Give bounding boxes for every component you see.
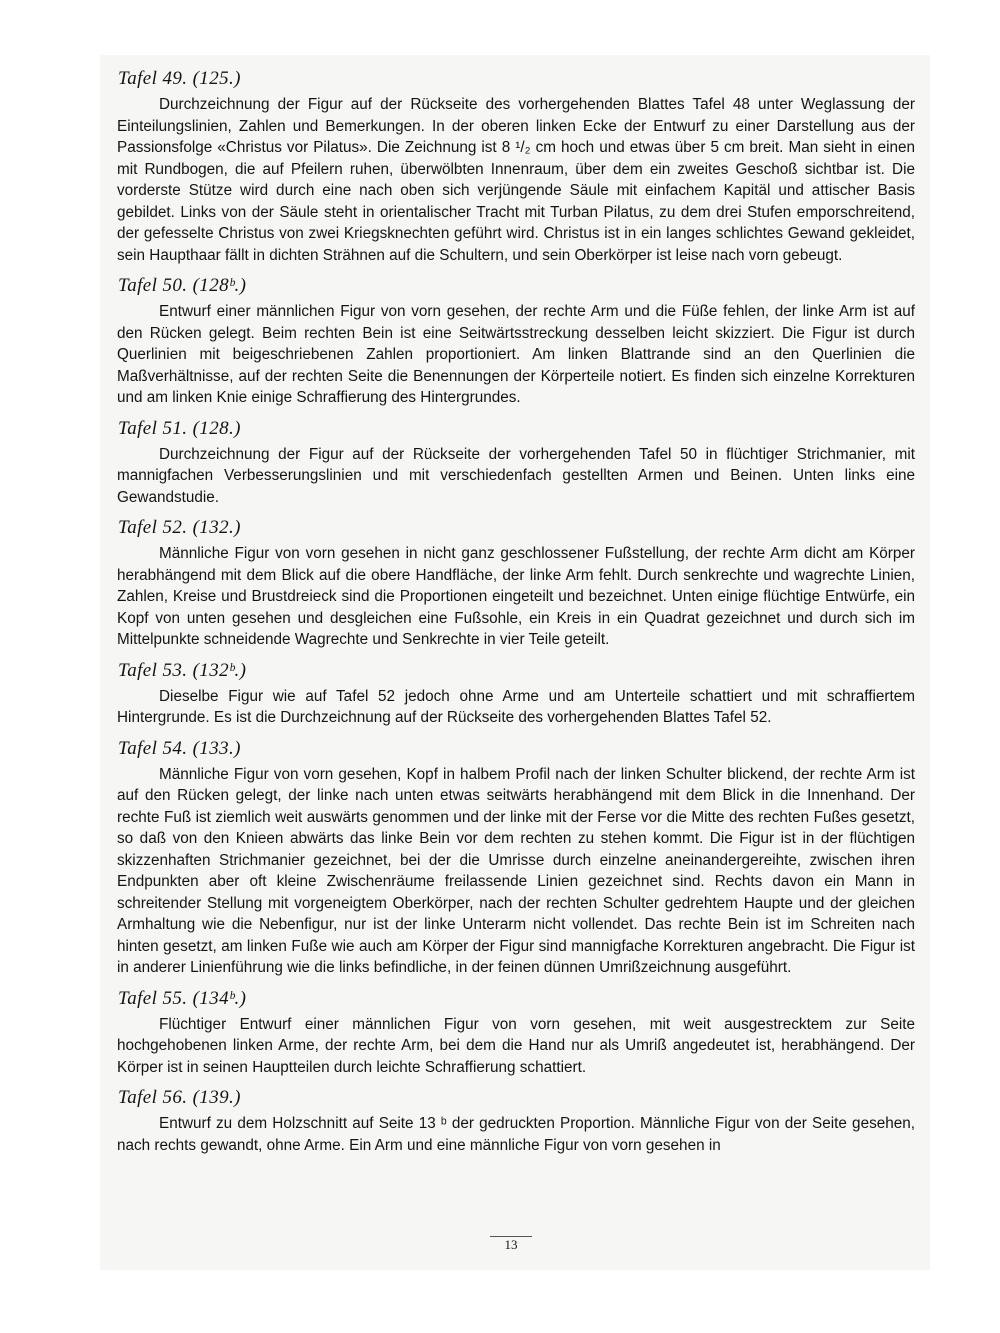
entry-body: Durchzeichnung der Figur auf der Rückseite des vorhergehenden Blattes Tafel 48 unter Weglassung der Einteilungslinien, Zahlen und Bemerkungen. In der oberen linken Ecke der Entwurf zu einer Darstellung aus der Passionsfolge «Christus vor Pilatus». Die Zeichnung ist 8 ¹/₂ cm hoch und etwas über 5 cm breit. Man sieht in einen mit Rundbogen, die auf Pfeilern ruhen, überwölbten Innenraum, über dem ein zweites Geschoß sichtbar ist. Die vorderste Stütze wird durch eine nach oben sich verjüngende Säule mit einfachem Kapitäl und attischer Basis gebildet. Links von der Säule steht in orientalischer Tracht mit Turban Pilatus, zu dem drei Stufen emporschreitend, der gefesselte Christus von zwei Kriegsknechten geführt wird. Christus ist in ein langes schlichtes Gewand gekleidet, sein Haupthaar fällt in dichten Strähnen auf die Schultern, und sein Oberkörper ist leise nach vorn gebeugt. [117, 96, 915, 264]
entry-body: Entwurf zu dem Holzschnitt auf Seite 13 ᵇ der gedruckten Proportion. Männliche Figur von der Seite gesehen, nach rechts gewandt, ohne Arme. Ein Arm und eine männliche Figur von vorn gesehen in [117, 1115, 915, 1154]
entry-body: Durchzeichnung der Figur auf der Rückseite der vorhergehenden Tafel 50 in flüchtiger Strichmanier, mit mannigfachen Verbesserungslinien und mit verschiedenfach gestellten Armen und Beinen. Unten links eine Gewandstudie. [117, 445, 915, 506]
entry-heading: Tafel 54. (133.) [118, 737, 241, 759]
page-number: 13 [504, 1237, 518, 1252]
entry-heading: Tafel 50. (128ᵇ.) [118, 275, 247, 296]
entry-body: Männliche Figur von vorn gesehen, Kopf in halbem Profil nach der linken Schulter blickend, der rechte Arm ist auf den Rücken gelegt, der linke nach unten etwas seitwärts herabhängend mit dem Blick in die Innenhand. Der rechte Fuß ist ziemlich weit auswärts genommen und der linke mit der Ferse vor die Mitte des rechten Fußes gesetzt, so daß von den Knieen abwärts das linke Bein vor dem rechten zu stehen kommt. Die Figur ist in der flüchtigen skizzenhaften Strichmanier gezeichnet, bei der die Umrisse durch einzelne aneinandergereihte, zwischen ihren Endpunkten aber oft kleine Zwischenräume freilassende Linien gezeichnet sind. Rechts davon ein Mann in schreitender Stellung mit vorgeneigtem Oberkörper, nach der rechten Schulter gedrehtem Haupte und der gleichen Armhaltung wie die Nebenfigur, nur ist der linke Unterarm nicht vollendet. Das rechte Bein ist im Schreiten nach hinten gesetzt, am linken Fuße wie auch am Körper der Figur sind mannigfache Korrekturen angebracht. Die Figur ist in anderer Linienführung wie die links befindliche, in der feinen dünnen Umrißzeichnung ausgeführt. [117, 765, 915, 976]
entry-tafel-56 [117, 1087, 915, 1156]
entry-tafel-54 [117, 738, 915, 979]
entry-tafel-49 [117, 68, 915, 266]
entry-heading: Tafel 49. (125.) [118, 68, 241, 89]
entry-heading: Tafel 55. (134ᵇ.) [118, 987, 247, 1009]
entry-body: Männliche Figur von vorn gesehen in nicht ganz geschlossener Fußstellung, der rechte Arm dicht am Körper herabhängend mit dem Blick auf die obere Handfläche, der linke Arm fehlt. Durch senkrechte und wagrechte Linien, Zahlen, Kreise und Brustdreieck sind die Proportionen eingeteilt und bezeichnet. Unten einige flüchtige Entwürfe, ein Kopf von unten gesehen und desgleichen eine Fußsohle, ein Kreis in ein Quadrat gezeichnet und durch sich im Mittelpunkte schneidende Wagrechte und Senkrechte in vier Teile geteilt. [117, 545, 915, 648]
entry-tafel-52 [117, 517, 915, 651]
entry-body: Dieselbe Figur wie auf Tafel 52 jedoch ohne Arme und am Unterteile schattiert und mit schraffiertem Hintergrunde. Es ist die Durchzeichnung auf der Rückseite des vorhergehenden Blattes Tafel 52. [117, 687, 915, 726]
entry-heading: Tafel 56. (139.) [118, 1087, 241, 1108]
entry-body: Entwurf einer männlichen Figur von vorn gesehen, der rechte Arm und die Füße fehlen, der linke Arm ist auf den Rücken gelegt. Beim rechten Bein ist eine Seitwärtsstreckung desselben leicht skizziert. Die Figur ist durch Querlinien mit beigeschriebenen Zahlen proportioniert. Am linken Blattrande sind an den Querlinien die Maßverhältnisse, auf der rechten Seite die Benennungen der Körperteile notiert. Es finden sich einzelne Korrekturen und am linken Knie einige Schraffierung des Hintergrundes. [117, 303, 915, 406]
entry-heading: Tafel 53. (132ᵇ.) [118, 659, 247, 681]
text-column [117, 68, 915, 1165]
entry-tafel-55 [117, 988, 915, 1079]
entry-body: Flüchtiger Entwurf einer männlichen Figur von vorn gesehen, mit weit ausgestrecktem zur Seite hochgehobenen linken Arme, der rechte Arm, bei dem die Hand nur als Umriß angedeutet ist, herabhängend. Der Körper ist in seinen Hauptteilen durch leichte Schraffierung schattiert. [117, 1015, 915, 1076]
entry-tafel-51 [117, 418, 915, 509]
entry-tafel-50 [117, 275, 915, 409]
entry-heading: Tafel 51. (128.) [118, 417, 241, 439]
entry-heading: Tafel 52. (132.) [118, 517, 241, 538]
entry-tafel-53 [117, 660, 915, 729]
